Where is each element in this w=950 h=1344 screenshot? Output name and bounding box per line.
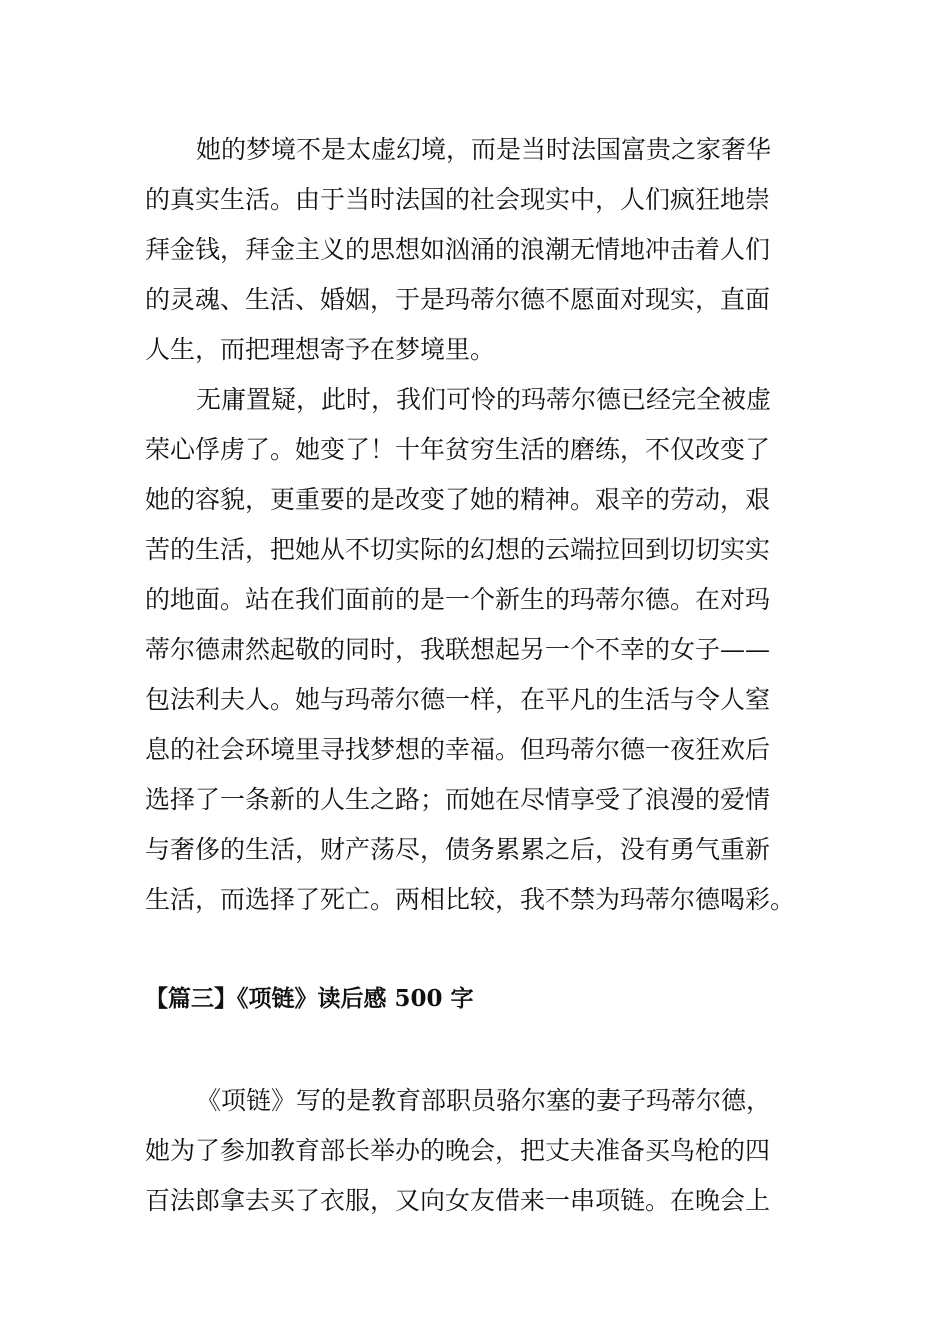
text-line: 人生，而把理想寄予在梦境里。: [145, 335, 496, 364]
text-line: 她的容貌，更重要的是改变了她的精神。艰辛的劳动，艰: [145, 485, 771, 514]
text-line: 《项链》写的是教育部职员骆尔塞的妻子玛蒂尔德，: [196, 1086, 772, 1115]
section-heading: 【篇三】《项链》读后感 500 字: [145, 985, 474, 1012]
text-line: 拜金钱，拜金主义的思想如汹涌的浪潮无情地冲击着人们: [145, 235, 771, 264]
text-line: 的灵魂、生活、婚姻，于是玛蒂尔德不愿面对现实，直面: [145, 285, 771, 314]
text-line: 蒂尔德肃然起敬的同时，我联想起另一个不幸的女子——: [145, 635, 771, 664]
text-line: 她的梦境不是太虚幻境，而是当时法国富贵之家奢华: [196, 135, 772, 164]
text-line: 她为了参加教育部长举办的晚会，把丈夫准备买鸟枪的四: [145, 1136, 771, 1165]
text-line: 无庸置疑，此时，我们可怜的玛蒂尔德已经完全被虚: [196, 385, 772, 414]
text-line: 息的社会环境里寻找梦想的幸福。但玛蒂尔德一夜狂欢后: [145, 735, 771, 764]
text-line: 与奢侈的生活，财产荡尽，债务累累之后，没有勇气重新: [145, 835, 771, 864]
text-line: 苦的生活，把她从不切实际的幻想的云端拉回到切切实实: [145, 535, 771, 564]
text-line: 选择了一条新的人生之路；而她在尽情享受了浪漫的爱情: [145, 785, 771, 814]
text-line: 包法利夫人。她与玛蒂尔德一样，在平凡的生活与令人窒: [145, 685, 771, 714]
text-line: 的真实生活。由于当时法国的社会现实中，人们疯狂地崇: [145, 185, 771, 214]
text-line: 的地面。站在我们面前的是一个新生的玛蒂尔德。在对玛: [145, 585, 771, 614]
text-line: 百法郎拿去买了衣服，又向女友借来一串项链。在晚会上: [145, 1186, 771, 1215]
text-line: 生活，而选择了死亡。两相比较，我不禁为玛蒂尔德喝彩。: [145, 885, 796, 914]
text-line: 荣心俘虏了。她变了！十年贫穷生活的磨练，不仅改变了: [145, 435, 771, 464]
